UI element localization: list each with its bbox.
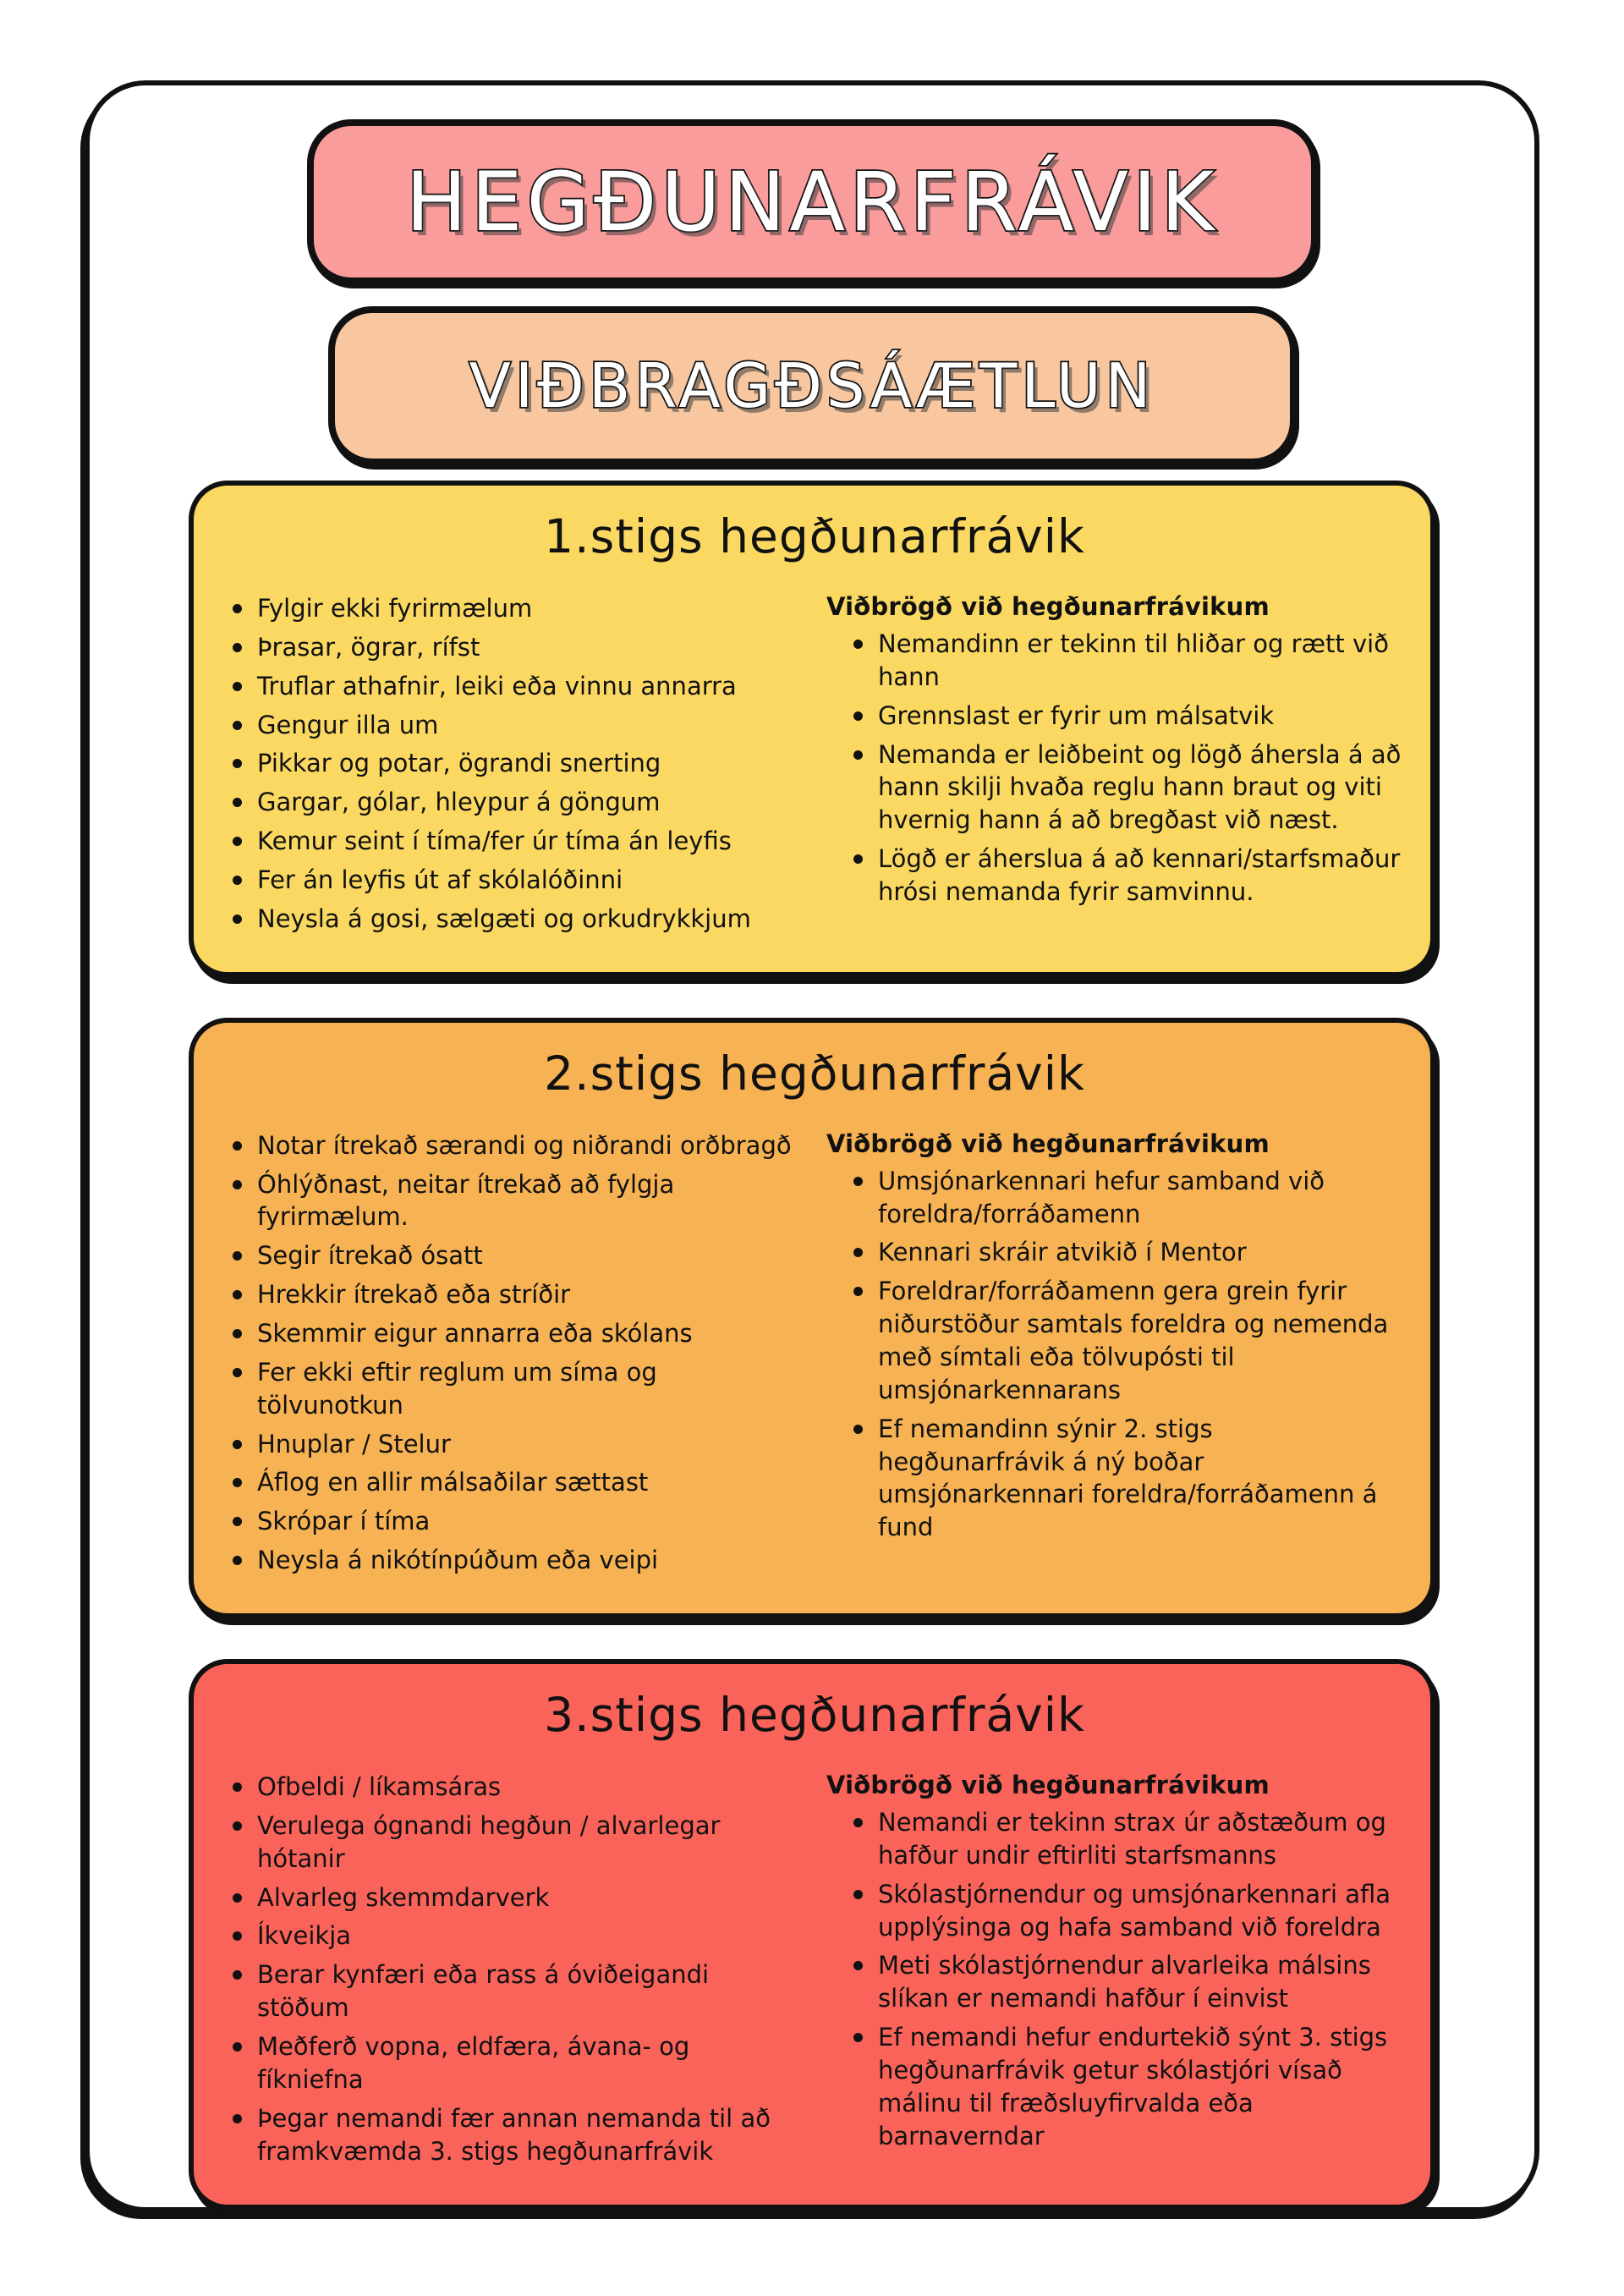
- list-item-text: Meðferð vopna, eldfæra, ávana- og fíkniefna: [257, 2032, 690, 2094]
- responses-block: [826, 1129, 1402, 1583]
- poster-frame: [85, 80, 1539, 2212]
- responses-block: [826, 592, 1402, 942]
- list-item-text: Truflar athafnir, leiki eða vinnu annarra: [257, 671, 737, 700]
- list-item-text: Notar ítrekað særandi og niðrandi orðbragð: [257, 1130, 792, 1160]
- list-item-text: Nemandinn er tekinn til hliðar og rætt við hann: [878, 629, 1389, 691]
- responses-heading: Viðbrögð við hegðunarfrávikum: [826, 1129, 1270, 1158]
- bullet-icon: [233, 1821, 242, 1831]
- bullet-icon: [233, 2042, 242, 2052]
- list-item-text: Kennari skráir atvikið í Mentor: [878, 1238, 1247, 1267]
- bullet-icon: [853, 1890, 863, 1899]
- list-item-text: Grennslast er fyrir um málsatvik: [878, 700, 1275, 730]
- bullet-icon: [853, 1177, 863, 1186]
- list-item: [228, 1428, 803, 1461]
- bullet-icon: [233, 721, 242, 730]
- bullet-icon: [233, 1180, 242, 1189]
- bullet-icon: [233, 876, 242, 885]
- bullet-icon: [233, 759, 242, 768]
- list-item-text: Gengur illa um: [257, 710, 439, 739]
- bullet-icon: [233, 1329, 242, 1338]
- bullet-icon: [233, 604, 242, 613]
- bullet-icon: [233, 1931, 242, 1941]
- list-item: [228, 1356, 803, 1422]
- responses-heading: Viðbrögð við hegðunarfrávikum: [826, 592, 1270, 621]
- list-item: [228, 2030, 803, 2096]
- bullet-icon: [233, 2114, 242, 2123]
- list-item: [228, 1317, 803, 1350]
- list-item-text: Umsjónarkennari hefur samband við foreldra/forráðamenn: [878, 1166, 1325, 1228]
- bullet-icon: [853, 1287, 863, 1296]
- list-item-text: Nemandi er tekinn strax úr aðstæðum og hafður undir eftirliti starfsmanns: [878, 1808, 1386, 1870]
- list-item-text: Skrópar í tíma: [257, 1507, 431, 1536]
- list-item: [228, 747, 803, 780]
- list-item-text: Berar kynfæri eða rass á óviðeigandi stöðum: [257, 1960, 710, 2023]
- list-item-text: Fylgir ekki fyrirmælum: [257, 594, 533, 623]
- bullet-icon: [233, 1290, 242, 1299]
- bullet-icon: [233, 682, 242, 691]
- section-level-1-columns: [228, 592, 1402, 942]
- list-item-text: Ofbeldi / líkamsáras: [257, 1772, 502, 1802]
- list-item: [228, 1771, 803, 1804]
- section-level-3-columns: [228, 1771, 1402, 2173]
- list-item-text: Skemmir eigur annarra eða skólans: [257, 1319, 693, 1348]
- list-item: [848, 1165, 1402, 1231]
- list-item: [228, 1278, 803, 1311]
- bullet-icon: [853, 854, 863, 864]
- bullet-icon: [853, 1818, 863, 1827]
- bullet-icon: [233, 643, 242, 652]
- bullet-icon: [233, 1556, 242, 1565]
- bullet-icon: [233, 798, 242, 807]
- list-item-text: Ef nemandi hefur endurtekið sýnt 3. stigs hegðunarfrávik getur skólastjóri vísað málinu til fræðsluyfirvalda eða barnaverndar: [878, 2023, 1388, 2150]
- list-item: [228, 1505, 803, 1538]
- bullet-icon: [233, 1782, 242, 1792]
- poster-title: HEGÐUNARFRÁVIK: [405, 154, 1219, 250]
- responses-block: [826, 1771, 1402, 2173]
- list-item: [848, 1236, 1402, 1269]
- section-level-1-title: 1.stigs hegðunarfrávik: [544, 509, 1085, 563]
- list-item: [228, 1920, 803, 1953]
- bullet-icon: [233, 1893, 242, 1903]
- bullet-icon: [853, 1961, 863, 1970]
- list-item: [228, 864, 803, 897]
- list-item: [228, 1129, 803, 1162]
- list-item: [228, 1881, 803, 1914]
- section-level-2: [189, 1018, 1435, 1618]
- list-item: [228, 2102, 803, 2168]
- list-item-text: Óhlýðnast, neitar ítrekað að fylgja fyrirmælum.: [257, 1169, 675, 1232]
- list-item: [228, 903, 803, 936]
- list-item: [228, 786, 803, 819]
- list-item-text: Þegar nemandi fær annan nemanda til að framkvæmda 3. stigs hegðunarfrávik: [257, 2103, 771, 2166]
- list-item: [228, 709, 803, 742]
- responses-heading: Viðbrögð við hegðunarfrávikum: [826, 1771, 1270, 1800]
- bullet-icon: [233, 837, 242, 846]
- bullet-icon: [233, 1440, 242, 1449]
- poster-subtitle: VIÐBRAGÐSÁÆTLUN: [469, 350, 1155, 421]
- list-item-text: Þrasar, ögrar, rífst: [257, 632, 480, 662]
- list-item: [228, 1544, 803, 1577]
- list-item: [228, 631, 803, 664]
- list-item-text: Neysla á nikótínpúðum eða veipi: [257, 1546, 659, 1575]
- list-item: [848, 628, 1402, 694]
- bullet-icon: [233, 1970, 242, 1980]
- list-item-text: Gargar, gólar, hleypur á göngum: [257, 788, 661, 817]
- list-item-text: Hrekkir ítrekað eða stríðir: [257, 1280, 571, 1310]
- list-item-text: Pikkar og potar, ögrandi snerting: [257, 749, 661, 778]
- bullet-icon: [233, 915, 242, 924]
- list-item-text: Alvarleg skemmdarverk: [257, 1882, 550, 1912]
- list-item: [848, 1949, 1402, 2015]
- behavior-list: [228, 592, 803, 942]
- bullet-icon: [853, 750, 863, 760]
- section-level-2-title: 2.stigs hegðunarfrávik: [544, 1046, 1085, 1101]
- list-item: [228, 1168, 803, 1234]
- title-banner: [307, 119, 1318, 284]
- list-item: [228, 1466, 803, 1499]
- list-item: [848, 1878, 1402, 1944]
- list-item-text: Meti skólastjórnendur alvarleika málsins slíkan er nemandi hafður í einvist: [878, 1951, 1371, 2013]
- list-item-text: Fer ekki eftir reglum um síma og tölvunotkun: [257, 1357, 657, 1420]
- behavior-list: [228, 1129, 803, 1583]
- list-item-text: Foreldrar/forráðamenn gera grein fyrir niðurstöður samtals foreldra og nemenda með símtali eða tölvupósti til umsjónarkennarans: [878, 1277, 1389, 1404]
- list-item: [228, 1239, 803, 1272]
- bullet-icon: [853, 1425, 863, 1434]
- bullet-icon: [233, 1368, 242, 1377]
- list-item: [228, 825, 803, 858]
- list-item-text: Segir ítrekað ósatt: [257, 1241, 483, 1271]
- list-item-text: Kemur seint í tíma/fer úr tíma án leyfis: [257, 827, 732, 856]
- list-item-text: Ef nemandinn sýnir 2. stigs hegðunarfrávik á ný boðar umsjónarkennari foreldra/forráðamenn á fund: [878, 1414, 1378, 1542]
- section-level-1: [189, 481, 1435, 977]
- list-item: [848, 1413, 1402, 1544]
- bullet-icon: [853, 2033, 863, 2042]
- bullet-icon: [233, 1141, 242, 1151]
- list-item-text: Lögð er áherslua á að kennari/starfsmaður hrósi nemanda fyrir samvinnu.: [878, 844, 1401, 907]
- bullet-icon: [853, 1248, 863, 1257]
- list-item-text: Íkveikja: [257, 1921, 352, 1951]
- list-item: [228, 1810, 803, 1876]
- bullet-icon: [233, 1517, 242, 1526]
- response-list: [826, 628, 1402, 909]
- bullet-icon: [233, 1478, 242, 1487]
- list-item: [848, 1806, 1402, 1872]
- list-item-text: Neysla á gosi, sælgæti og orkudrykkjum: [257, 904, 751, 933]
- section-level-2-columns: [228, 1129, 1402, 1583]
- list-item-text: Fer án leyfis út af skólalóðinni: [257, 865, 623, 895]
- list-item-text: Nemanda er leiðbeint og lögð áhersla á að hann skilji hvaða reglu hann braut og viti hvernig hann á að bregðast við næst.: [878, 739, 1402, 835]
- list-item: [848, 700, 1402, 733]
- section-level-3-title: 3.stigs hegðunarfrávik: [544, 1688, 1085, 1743]
- list-item: [848, 843, 1402, 909]
- list-item-text: Hnuplar / Stelur: [257, 1429, 451, 1458]
- section-level-3: [189, 1659, 1435, 2209]
- bullet-icon: [233, 1251, 242, 1261]
- bullet-icon: [853, 711, 863, 721]
- list-item-text: Skólastjórnendur og umsjónarkennari afla upplýsinga og hafa samband við foreldra: [878, 1879, 1391, 1942]
- bullet-icon: [853, 640, 863, 649]
- list-item: [228, 592, 803, 625]
- list-item: [228, 670, 803, 703]
- list-item: [848, 739, 1402, 838]
- response-list: [826, 1806, 1402, 2153]
- behavior-list: [228, 1771, 803, 2173]
- list-item: [848, 2021, 1402, 2152]
- response-list: [826, 1165, 1402, 1544]
- list-item-text: Áflog en allir málsaðilar sættast: [257, 1468, 649, 1497]
- subtitle-banner: [328, 306, 1297, 465]
- list-item: [228, 1958, 803, 2024]
- list-item-text: Verulega ógnandi hegðun / alvarlegar hótanir: [257, 1810, 721, 1873]
- list-item: [848, 1275, 1402, 1406]
